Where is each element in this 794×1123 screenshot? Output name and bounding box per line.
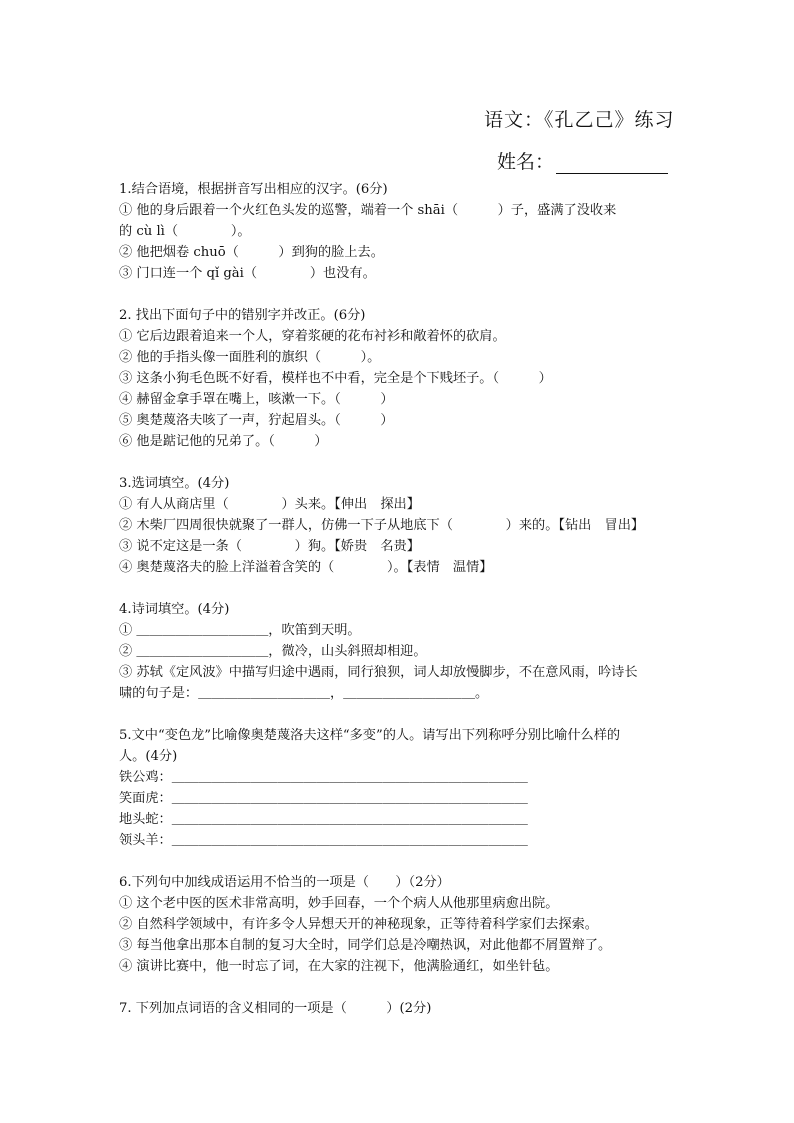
question-1-line: ③ 门口连一个 qǐ gài（ ）也没有。 [119, 266, 376, 281]
question-5-line: 地头蛇：＿＿＿＿＿＿＿＿＿＿＿＿＿＿＿＿＿＿＿＿＿＿＿＿＿＿＿ [119, 812, 528, 827]
question-2-line: ③ 这条小狗毛色既不好看，模样也不中看，完全是个下贱坯子。（ ） [119, 371, 552, 386]
question-3-line: ① 有人从商店里（ ）头来。【伸出 探出】 [119, 497, 420, 512]
question-2-line: ② 他的手指头像一面胜利的旗织（ ）。 [119, 350, 381, 365]
question-6-line: ③ 每当他拿出那本自制的复习大全时，同学们总是冷嘲热讽，对此他都不屑置辩了。 [119, 938, 612, 953]
question-2-line: 2. 找出下面句子中的错别字并改正。(6分) [119, 308, 366, 323]
question-1 [119, 179, 685, 284]
question-4-line: 4.诗词填空。(4分) [119, 602, 230, 617]
question-5-line: 5.文中“变色龙”比喻像奥楚蔑洛夫这样“多变”的人。请写出下列称呼分别比喻什么样的 [119, 728, 621, 743]
question-5-line: 铁公鸡：＿＿＿＿＿＿＿＿＿＿＿＿＿＿＿＿＿＿＿＿＿＿＿＿＿＿＿ [119, 770, 528, 785]
question-2-line: ① 它后边跟着追来一个人，穿着浆硬的花布衬衫和敞着怀的砍肩。 [119, 329, 506, 344]
question-3-line: ② 木柴厂四周很快就聚了一群人，仿佛一下子从地底下（ ）来的。【钻出 冒出】 [119, 518, 645, 533]
question-2 [119, 305, 685, 452]
question-3 [119, 473, 685, 578]
question-4-line: ② ＿＿＿＿＿＿＿＿＿＿，微冷，山头斜照却相迎。 [119, 644, 427, 659]
question-1-line: 1.结合语境，根据拼音写出相应的汉字。(6分) [119, 182, 388, 197]
question-6-line: ④ 演讲比赛中，他一时忘了词，在大家的注视下，他满脸通红，如坐针毡。 [119, 959, 559, 974]
question-2-line: ⑤ 奥楚蔑洛夫咳了一声，狞起眉头。（ ） [119, 413, 394, 428]
question-4-line: 啸的句子是：＿＿＿＿＿＿＿＿＿＿，＿＿＿＿＿＿＿＿＿＿。 [119, 686, 489, 701]
question-1-line: ① 他的身后跟着一个火红色头发的巡警，端着一个 shāi（ ）子，盛满了没收来 [119, 203, 617, 218]
question-7 [119, 998, 685, 1019]
name-blank[interactable] [556, 153, 668, 174]
question-6-line: 6.下列句中加线成语运用不恰当的一项是（ ）（2分） [119, 875, 450, 890]
question-5-line: 人。(4分) [119, 749, 178, 764]
page-title: 语文：《孔乙己》练习 [484, 109, 675, 131]
question-6 [119, 872, 685, 977]
question-1-line: 的 cù lì（ ）。 [119, 224, 251, 239]
question-7-line: 7. 下列加点词语的含义相同的一项是（ ）(2分) [119, 1001, 432, 1016]
name-label: 姓名： [497, 151, 555, 173]
question-1-line: ② 他把烟卷 chuō（ ）到狗的脸上去。 [119, 245, 384, 260]
question-4 [119, 599, 685, 704]
question-3-line: 3.选词填空。(4分) [119, 476, 230, 491]
question-3-line: ④ 奥楚蔑洛夫的脸上洋溢着含笑的（ ）。【表情 温情】 [119, 560, 493, 575]
question-6-line: ② 自然科学领域中，有许多令人异想天开的神秘现象，正等待着科学家们去探索。 [119, 917, 598, 932]
exercise-content [119, 179, 685, 1040]
question-5-line: 领头羊：＿＿＿＿＿＿＿＿＿＿＿＿＿＿＿＿＿＿＿＿＿＿＿＿＿＿＿ [119, 833, 528, 848]
question-2-line: ④ 赫留金拿手罩在嘴上，咳漱一下。（ ） [119, 392, 394, 407]
question-5 [119, 725, 685, 851]
question-4-line: ③ 苏轼《定风波》中描写归途中遇雨，同行狼狈，词人却放慢脚步，不在意风雨，吟诗长 [119, 665, 638, 680]
question-6-line: ① 这个老中医的医术非常高明，妙手回春，一个个病人从他那里病愈出院。 [119, 896, 559, 911]
question-3-line: ③ 说不定这是一条（ ）狗。【娇贵 名贵】 [119, 539, 420, 554]
name-field [497, 147, 668, 174]
question-2-line: ⑥ 他是踮记他的兄弟了。（ ） [119, 434, 328, 449]
question-4-line: ① ＿＿＿＿＿＿＿＿＿＿，吹笛到天明。 [119, 623, 361, 638]
question-5-line: 笑面虎：＿＿＿＿＿＿＿＿＿＿＿＿＿＿＿＿＿＿＿＿＿＿＿＿＿＿＿ [119, 791, 528, 806]
